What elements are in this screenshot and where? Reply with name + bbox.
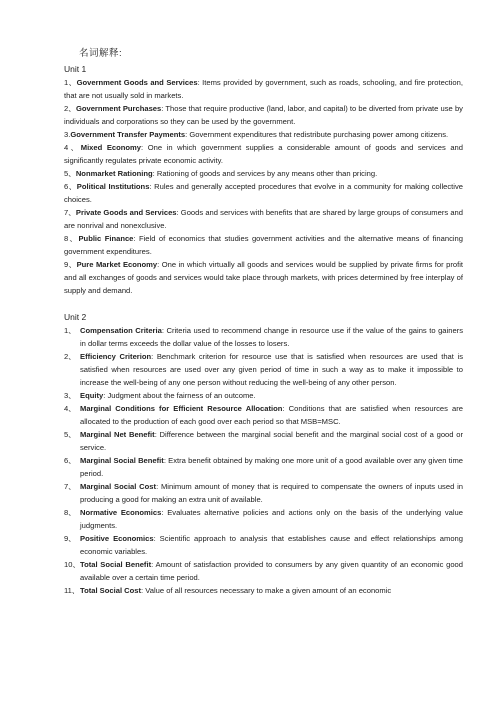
unit-title: Unit 2 [64, 312, 87, 322]
entry-term: Pure Market Economy [76, 260, 158, 269]
entry-number: 8、 [64, 508, 76, 517]
entry-term: Compensation Criteria [80, 326, 162, 335]
entry-definition: : Conditions that are satisfied when resources are allocated to the production of each good over each period so that MSB=MSC. [80, 404, 463, 426]
entry-number: 4、 [64, 404, 76, 413]
entry-definition: : Benchmark criterion for resource use that is satisfied when resources are used that is satisfied when resources are used over any given period of time in such a way as to make it impossible to increase the well-being of any one person without reducing the well-being of any other person. [80, 352, 463, 387]
entry-term: Mixed Economy [80, 143, 142, 152]
definition-entry [64, 532, 463, 558]
definition-entry [64, 402, 463, 428]
entry-definition: : Rationing of goods and services by any means other than pricing. [152, 169, 378, 178]
unit-title: Unit 1 [64, 64, 87, 74]
definition-entry [64, 558, 463, 584]
entry-number: 10、 [64, 560, 81, 569]
entry-number: 3. [64, 130, 71, 139]
definition-entry [64, 76, 463, 102]
entry-definition: : Difference between the marginal social benefit and the marginal social cost of a good or service. [80, 430, 463, 452]
unit-1-section [64, 63, 463, 297]
definition-entry [64, 258, 463, 297]
entry-definition: : Those that require productive (land, labor, and capital) to be diverted from private use by individuals and corporations so they can be used by the government. [64, 104, 463, 126]
entry-term: Marginal Social Benefit [80, 456, 164, 465]
entry-number: 9、 [64, 260, 77, 269]
entry-term: Equity [80, 391, 104, 400]
entry-term: Marginal Conditions for Efficient Resource Allocation [80, 404, 283, 413]
entry-term: Marginal Net Benefit [80, 430, 155, 439]
entry-number: 7、 [64, 208, 76, 217]
page-heading: 名词解释: [79, 48, 123, 59]
entry-term: Nonmarket Rationing [75, 169, 153, 178]
entry-definition: : Extra benefit obtained by making one more unit of a good available over any given time period. [80, 456, 463, 478]
definition-entry [64, 428, 463, 454]
entry-definition: : Rules and generally accepted procedures that evolve in a community for making collective choices. [64, 182, 463, 204]
definition-entry [64, 167, 463, 180]
definition-entry [64, 232, 463, 258]
definition-entry [64, 454, 463, 480]
entry-term: Government Purchases [75, 104, 162, 113]
entry-term: Total Social Cost [80, 586, 142, 595]
definition-entry [64, 141, 463, 167]
entry-term: Public Finance [78, 234, 134, 243]
definition-entry [64, 180, 463, 206]
entry-definition: : One in which virtually all goods and services would be supplied by private firms for profit and all exchanges of goods and services would take place through markets, with prices determined by free interplay of supply and demand. [64, 260, 463, 295]
entry-number: 5、 [64, 430, 76, 439]
definition-entry [64, 206, 463, 232]
entry-number: 2、 [64, 104, 76, 113]
entry-definition: : Field of economics that studies government activities and the alternative means of financing government expenditures. [64, 234, 464, 256]
entry-term: Marginal Social Cost [80, 482, 157, 491]
entry-definition: : Government expenditures that redistribute purchasing power among citizens. [185, 130, 449, 139]
definition-entry [64, 480, 463, 506]
entry-term: Private Goods and Services [75, 208, 177, 217]
definition-entry [64, 389, 463, 402]
entry-definition: : Amount of satisfaction provided to consumers by any given quantity of an economic good available over a certain time period. [80, 560, 463, 582]
entry-term: Total Social Benefit [80, 560, 152, 569]
entry-definition: : Criteria used to recommend change in resource use if the value of the gains to gainers in dollar terms exceeds the dollar value of the losses to losers. [80, 326, 463, 348]
definition-entry [64, 584, 463, 597]
entry-definition: : Items provided by government, such as roads, schooling, and fire protection, that are not usually sold in markets. [64, 78, 463, 100]
entry-term: Positive Economics [80, 534, 154, 543]
entry-definition: : Goods and services with benefits that are shared by large groups of consumers and are nonrival and nonexclusive. [64, 208, 463, 230]
entry-term: Normative Economics [80, 508, 162, 517]
entry-definition: : One in which government supplies a considerable amount of goods and services and significantly regulates private economic activity. [64, 143, 463, 165]
entry-number: 11、 [64, 586, 80, 595]
unit-2-entries [64, 324, 463, 597]
entry-number: 6、 [64, 456, 76, 465]
entry-number: 2、 [64, 352, 76, 361]
entry-number: 1、 [64, 78, 77, 87]
definition-entry [64, 506, 463, 532]
unit-1-entries [64, 76, 463, 297]
definition-entry [64, 350, 463, 389]
entry-term: Government Goods and Services [76, 78, 198, 87]
entry-number: 4、 [64, 143, 81, 152]
entry-term: Political Institutions [76, 182, 150, 191]
entry-number: 6、 [64, 182, 77, 191]
entry-number: 1、 [64, 326, 76, 335]
entry-term: Efficiency Criterion [80, 352, 152, 361]
definition-entry [64, 128, 463, 141]
entry-definition: : Scientific approach to analysis that establishes cause and effect relationships among economic variables. [80, 534, 464, 556]
entry-number: 5、 [64, 169, 76, 178]
definition-entry [64, 102, 463, 128]
entry-definition: : Minimum amount of money that is required to compensate the owners of inputs used in producing a good for making an extra unit of available. [80, 482, 463, 504]
definition-entry [64, 324, 463, 350]
entry-number: 8、 [64, 234, 79, 243]
entry-number: 7、 [64, 482, 76, 491]
entry-definition: : Judgment about the fairness of an outcome. [103, 391, 256, 400]
unit-2-section [64, 311, 463, 597]
entry-definition: : Evaluates alternative policies and actions only on the basis of the underlying value judgments. [80, 508, 463, 530]
entry-term: Government Transfer Payments [70, 130, 186, 139]
entry-number: 3、 [64, 391, 76, 400]
entry-number: 9、 [64, 534, 76, 543]
entry-definition: : Value of all resources necessary to make a given amount of an economic [141, 586, 392, 595]
